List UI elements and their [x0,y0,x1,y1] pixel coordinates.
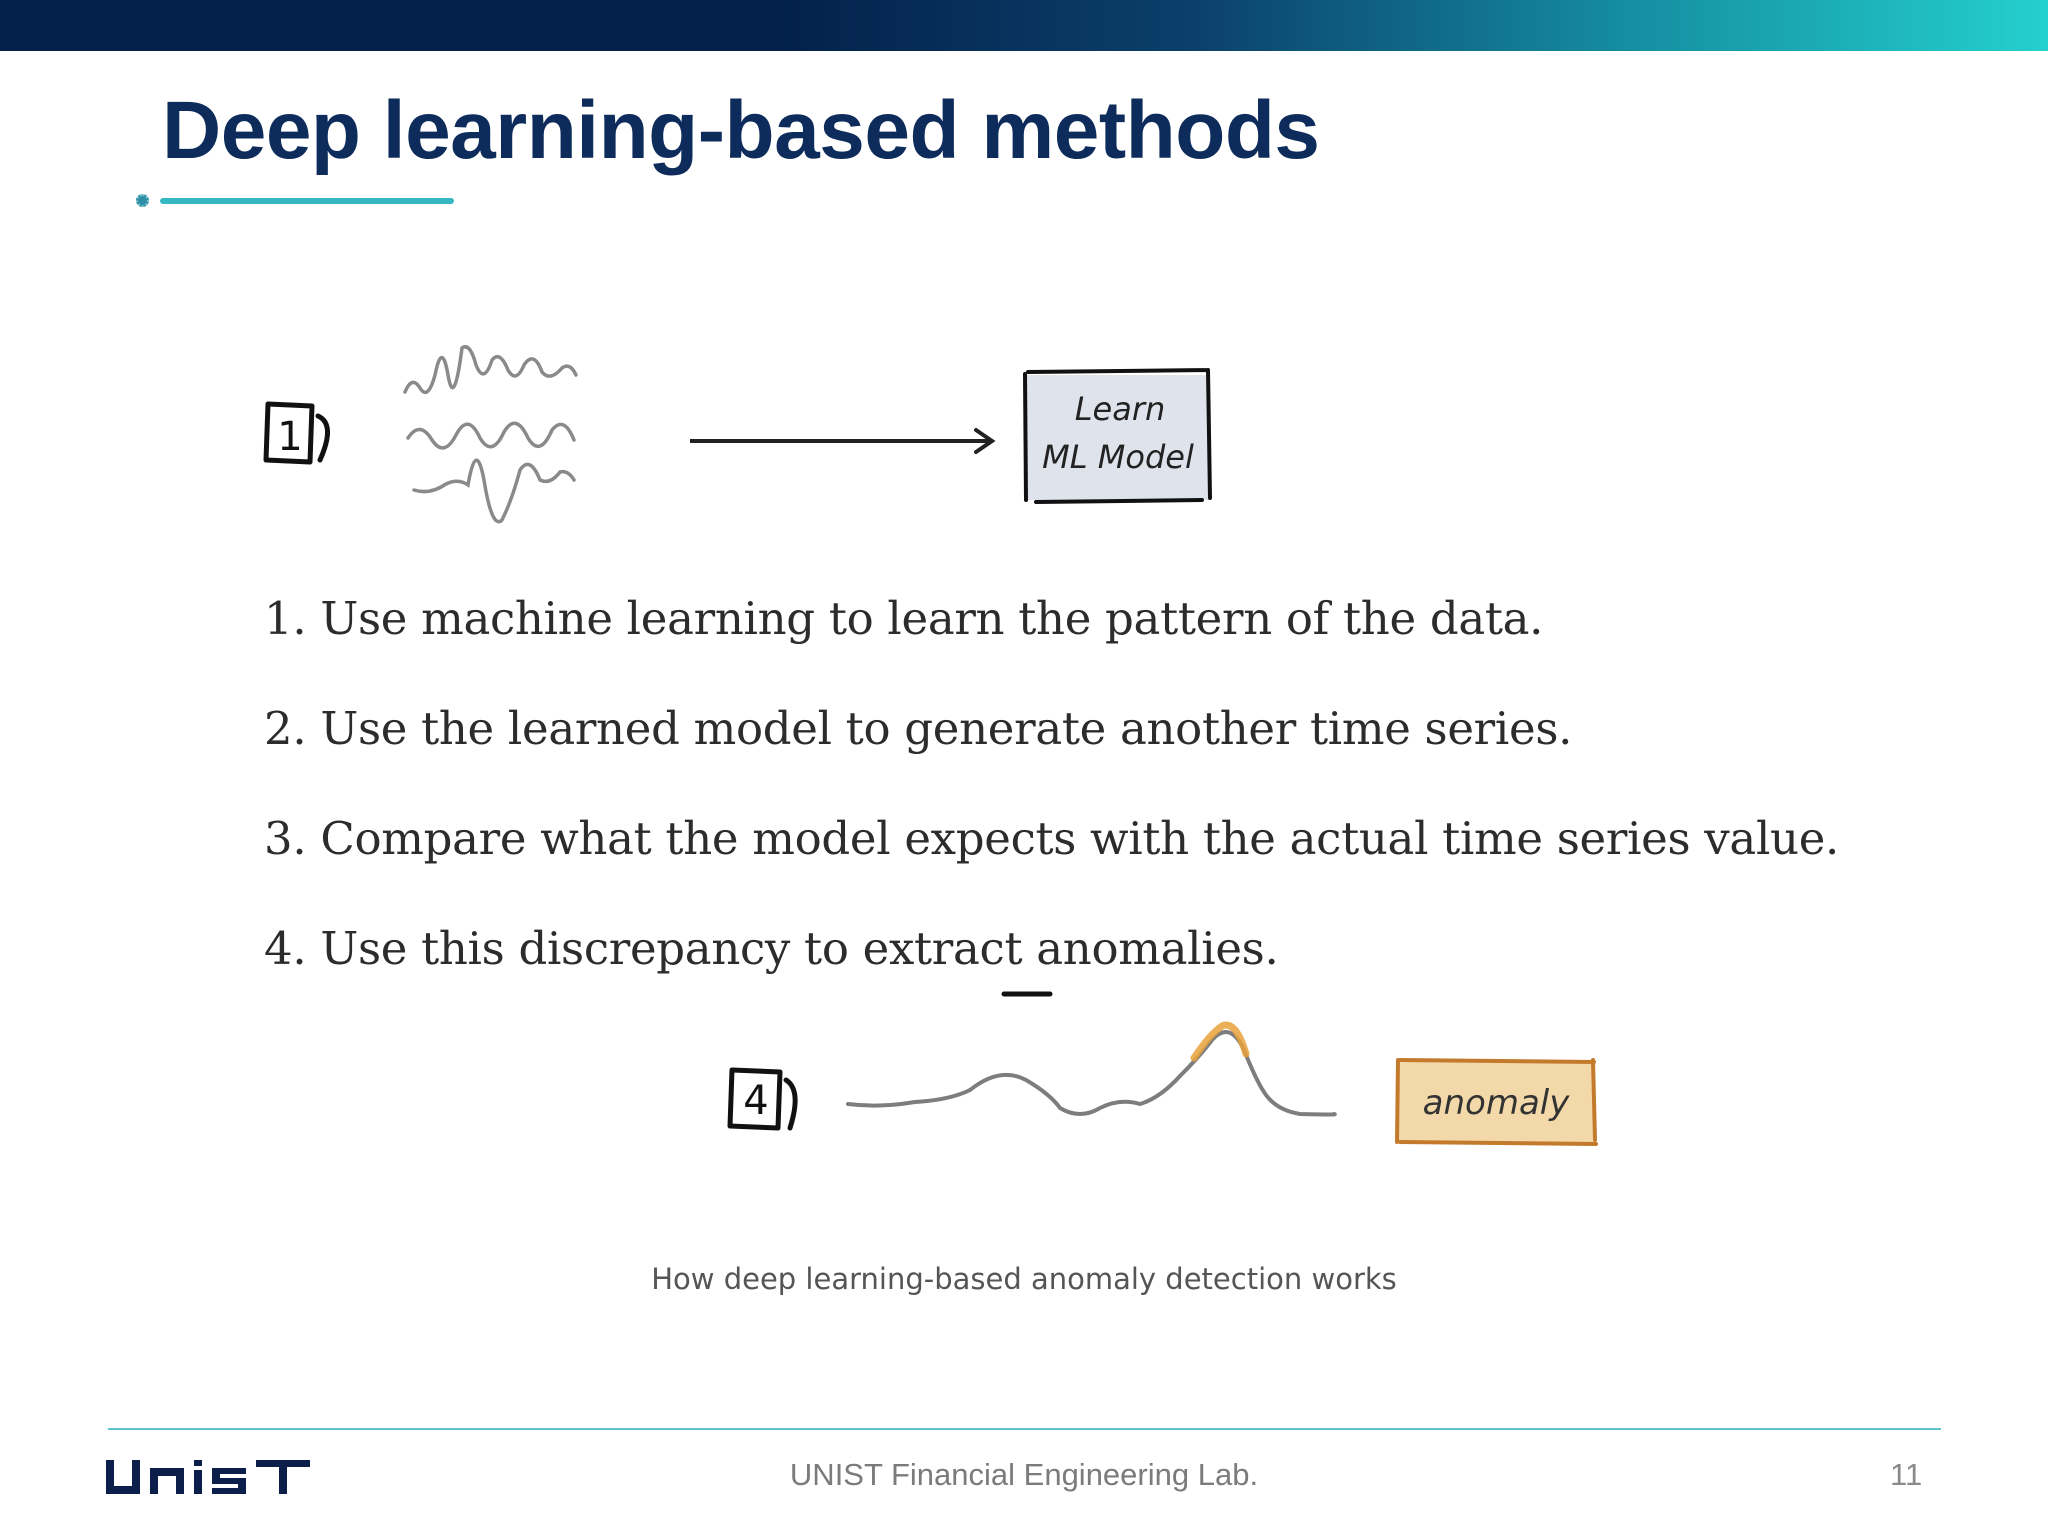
model-box [1024,370,1210,502]
step-item-4: 4. Use this discrepancy to extract anomalies. [264,922,1279,975]
title-bullet-dot [136,194,149,207]
footer-divider [108,1428,1941,1430]
step1-sketch [250,320,1250,540]
anomaly-box [1397,1060,1596,1144]
footer-lab-name: UNIST Financial Engineering Lab. [789,1457,1259,1492]
step1-marker-number: 1 [277,414,303,460]
model-box-line1: Learn [1074,390,1166,428]
anomaly-label: anomaly [1422,1083,1570,1123]
page-number: 11 [1890,1457,1923,1492]
step-item-2: 2. Use the learned model to generate another time series. [264,702,1573,755]
slide-title: Deep learning-based methods [162,85,1320,176]
step-item-1: 1. Use machine learning to learn the pattern of the data. [264,592,1544,645]
observed-wave [848,1025,1335,1114]
top-banner [0,0,2048,51]
step1-marker [266,404,328,462]
step4-marker-number: 4 [743,1078,769,1124]
step4-marker [730,1070,795,1128]
step-item-3: 3. Compare what the model expects with the actual time series value. [264,812,1840,865]
steps-list [264,580,1839,1020]
figure-caption: How deep learning-based anomaly detection works [651,1262,1397,1296]
flow-arrow [690,430,992,452]
input-signals [405,347,576,522]
model-box-line2: ML Model [1042,438,1194,476]
step4-sketch [700,980,1630,1160]
title-underline [160,198,454,204]
